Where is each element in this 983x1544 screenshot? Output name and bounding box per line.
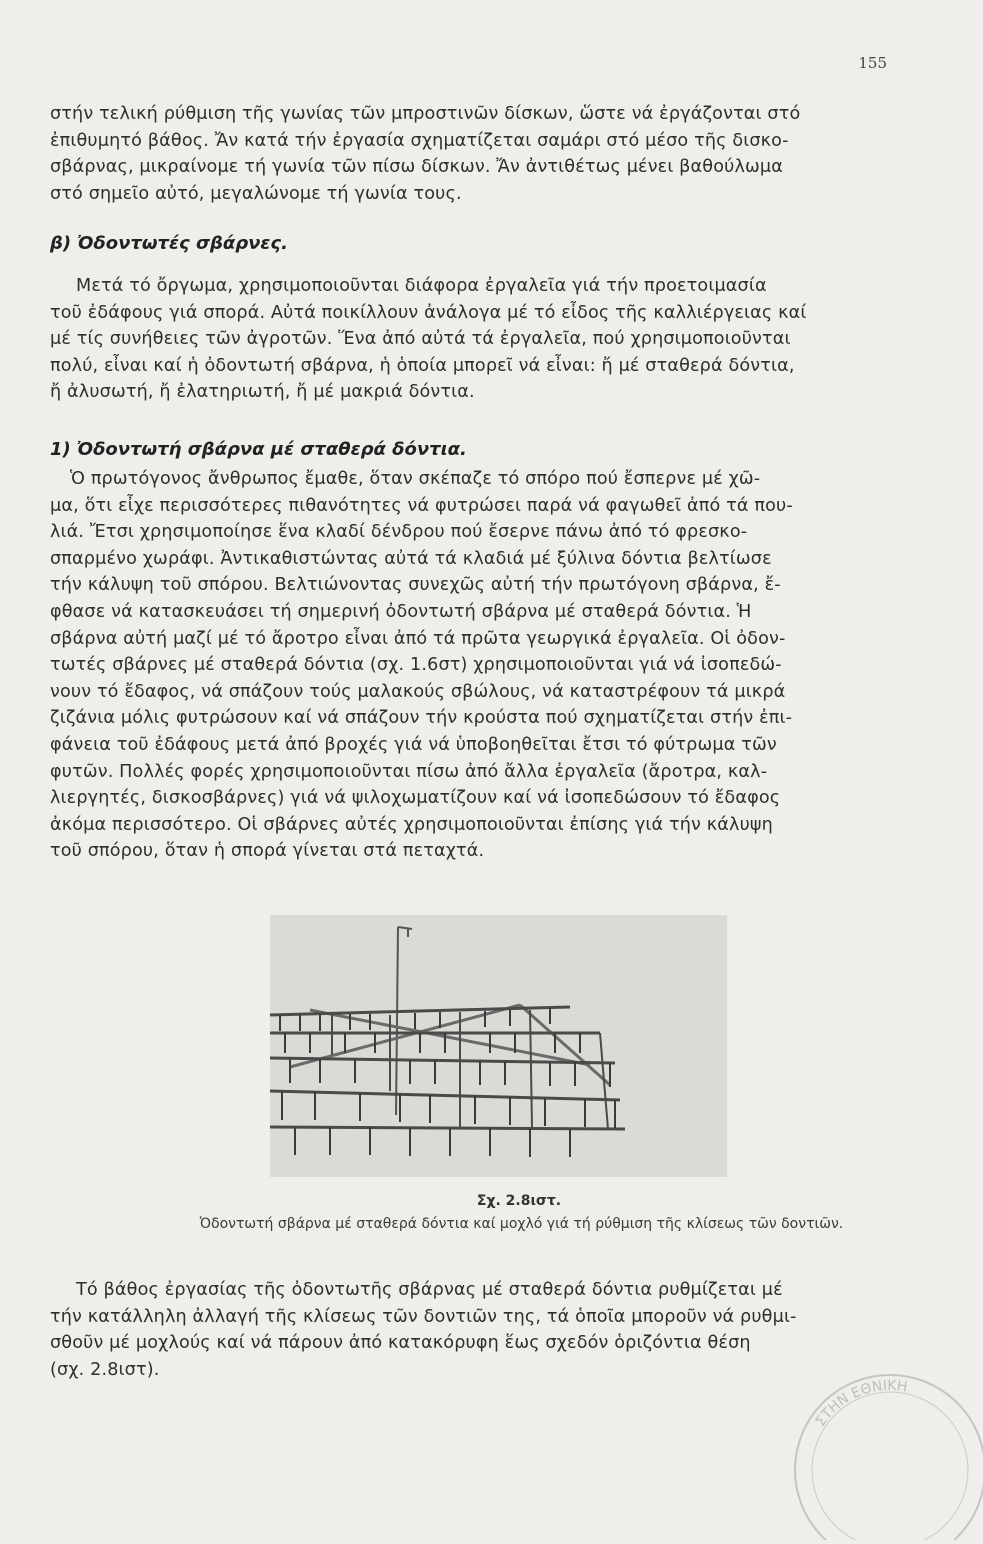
text-line: Ὁ πρωτόγονος ἄνθρωπος ἔμαθε, ὅταν σκέπαζε τό σπόρο πού ἔσπερνε μέ χῶ- (70, 469, 761, 489)
page-number: 155 (858, 54, 887, 72)
figure-caption: Ὀδοντωτή σβάρνα μέ σταθερά δόντια καί μοχλό γιά τή ρύθμιση τῆς κλίσεως τῶν δοντιῶν. (199, 1216, 844, 1232)
text-line: στό σημεῖο αὐτό, μεγαλώνομε τή γωνία τους. (50, 183, 462, 204)
text-line: νουν τό ἔδαφος, νά σπάζουν τούς μαλακούς σβώλους, νά καταστρέφουν τά μικρά (50, 681, 786, 702)
text-line: (σχ. 2.8ιστ). (50, 1359, 160, 1380)
text-line: τοῦ ἐδάφους γιά σπορά. Αὐτά ποικίλλουν ἀνάλογα μέ τό εἶδος τῆς καλλιέργειας καί (50, 302, 807, 323)
text-line: λιά. Ἔτσι χρησιμοποίησε ἕνα κλαδί δένδρου πού ἔσερνε πάνω ἀπό τό φρεσκο- (50, 522, 748, 543)
text-line: τήν κατάλληλη ἀλλαγή τῆς κλίσεως τῶν δοντιῶν της, τά ὁποῖα μποροῦν νά ρυθμι- (50, 1306, 797, 1327)
text-line: λιεργητές, δισκοσβάρνες) γιά νά ψιλοχωματίζουν καί νά ἰσοπεδώσουν τό ἔδαφος (50, 788, 781, 809)
text-line: μέ τίς συνήθειες τῶν ἀγροτῶν. Ἕνα ἀπό αὐτά τά ἐργαλεῖα, πού χρησιμοποιοῦνται (50, 329, 791, 350)
svg-text:ΣΤΗΝ ΕΘΝΙΚΗ (813, 1378, 909, 1429)
text-line: φυτῶν. Πολλές φορές χρησιμοποιοῦνται πίσω ἀπό ἄλλα ἐργαλεῖα (ἄροτρα, καλ- (50, 761, 768, 782)
text-line: ἤ ἀλυσωτή, ἤ ἐλατηριωτή, ἤ μέ μακριά δόντια. (50, 382, 475, 403)
paragraph-toothed-harrows-intro (50, 273, 890, 406)
text-line: Μετά τό ὄργωμα, χρησιμοποιοῦνται διάφορα ἐργαλεῖα γιά τήν προετοιμασία (76, 276, 767, 296)
figure-harrow-photo (270, 915, 727, 1177)
text-line: σπαρμένο χωράφι. Ἀντικαθιστώντας αὐτά τά κλαδιά μέ ξύλινα δόντια βελτίωσε (50, 548, 772, 569)
text-line: φάνεια τοῦ ἐδάφους μετά ἀπό βροχές γιά νά ὑποβοηθεῖται ἔτσι τό φύτρωμα τῶν (50, 734, 777, 755)
text-line: στήν τελική ρύθμιση τῆς γωνίας τῶν μπροστινῶν δίσκων, ὥστε νά ἐργάζονται στό (50, 104, 801, 124)
text-line: τωτές σβάρνες μέ σταθερά δόντια (σχ. 1.6στ) χρησιμοποιοῦνται γιά νά ἰσοπεδώ- (50, 655, 782, 676)
figure-label: Σχ. 2.8ιστ. (476, 1193, 562, 1209)
paragraph-disc-angle (50, 101, 890, 207)
text-line: Τό βάθος ἐργασίας τῆς ὀδοντωτῆς σβάρνας μέ σταθερά δόντια ρυθμίζεται μέ (76, 1280, 783, 1300)
text-line: πολύ, εἶναι καί ἡ ὀδοντωτή σβάρνα, ἡ ὁποία μπορεῖ νά εἶναι: ἤ μέ σταθερά δόντια, (50, 355, 795, 376)
paragraph-fixed-teeth-history (50, 466, 890, 865)
text-line: τήν κάλυψη τοῦ σπόρου. Βελτιώνοντας συνεχῶς αὐτή τήν πρωτόγονη σβάρνα, ἔ- (50, 575, 781, 596)
text-line: σθοῦν μέ μοχλούς καί νά πάρουν ἀπό κατακόρυφη ἕως σχεδόν ὁριζόντια θέση (50, 1333, 751, 1354)
text-line: σβάρνα αὐτή μαζί μέ τό ἄροτρο εἶναι ἀπό τά πρῶτα γεωργικά ἐργαλεῖα. Οἱ ὀδον- (50, 628, 786, 649)
text-line: σβάρνας, μικραίνομε τή γωνία τῶν πίσω δίσκων. Ἄν ἀντιθέτως μένει βαθούλωμα (50, 157, 784, 178)
paragraph-depth-adjustment (50, 1277, 890, 1383)
text-line: τοῦ σπόρου, ὅταν ἡ σπορά γίνεται στά πεταχτά. (50, 841, 485, 862)
text-line: ἀκόμα περισσότερο. Οἱ σβάρνες αὐτές χρησιμοποιοῦνται ἐπίσης γιά τήν κάλυψη (50, 814, 773, 835)
text-line: ζιζάνια μόλις φυτρώσουν καί νά σπάζουν τήν κρούστα πού σχηματίζεται στήν ἐπι- (50, 708, 793, 729)
stamp-text: ΣΤΗΝ ΕΘΝΙΚΗ (812, 1377, 909, 1430)
text-line: ἐπιθυμητό βάθος. Ἄν κατά τήν ἐργασία σχηματίζεται σαμάρι στό μέσο τῆς δισκο- (50, 130, 789, 151)
harrow-illustration (270, 915, 727, 1177)
text-line: μα, ὅτι εἶχε περισσότερες πιθανότητες νά φυτρώσει παρά νά φαγωθεῖ ἀπό τά που- (50, 495, 793, 516)
section-heading-toothed-harrows: β) Ὀδοντωτές σβάρνες. (50, 233, 288, 254)
library-stamp (780, 1360, 983, 1540)
subsection-heading-fixed-teeth: 1) Ὀδοντωτή σβάρνα μέ σταθερά δόντια. (50, 439, 467, 460)
text-line: φθασε νά κατασκευάσει τή σημερινή ὀδοντωτή σβάρνα μέ σταθερά δόντια. Ἡ (50, 601, 752, 622)
